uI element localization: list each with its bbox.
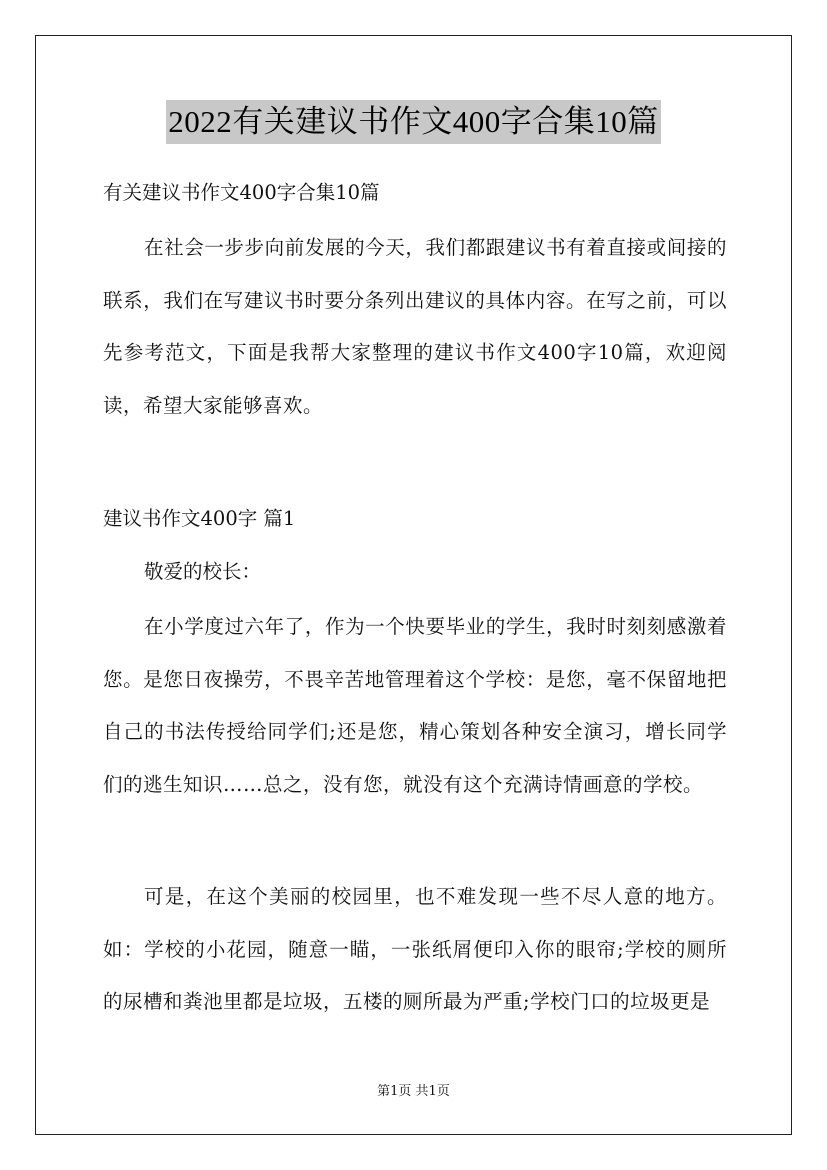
document-title: 2022有关建议书作文400字合集10篇: [166, 100, 661, 144]
section-heading: 建议书作文400字 篇1: [103, 507, 296, 530]
document-subtitle: 有关建议书作文400字合集10篇: [103, 181, 380, 204]
body-paragraph: 可是，在这个美丽的校园里，也不难发现一些不尽人意的地方。如：学校的小花园，随意一瞄，一张纸屑便印入你的眼帘;学校的厕所的尿槽和粪池里都是垃圾，五楼的厕所最为严重;学校门口的垃圾更是: [103, 885, 727, 1013]
body-paragraph: 在小学度过六年了，作为一个快要毕业的学生，我时时刻刻感激着您。是您日夜操劳，不畏辛苦地管理着这个学校：是您，毫不保留地把自己的书法传授给同学们;还是您，精心策划各种安全演习，增长同学们的逃生知识……总之，没有您，就没有这个充满诗情画意的学校。: [103, 615, 727, 796]
title-container: [0, 100, 827, 144]
letter-salutation: 敬爱的校长：: [144, 560, 262, 583]
intro-paragraph: 在社会一步步向前发展的今天，我们都跟建议书有着直接或间接的联系，我们在写建议书时要分条列出建议的具体内容。在写之前，可以先参考范文，下面是我帮大家整理的建议书作文400字10篇，欢迎阅读，希望大家能够喜欢。: [103, 236, 727, 417]
page-footer: 第1页 共1页: [377, 1084, 450, 1099]
